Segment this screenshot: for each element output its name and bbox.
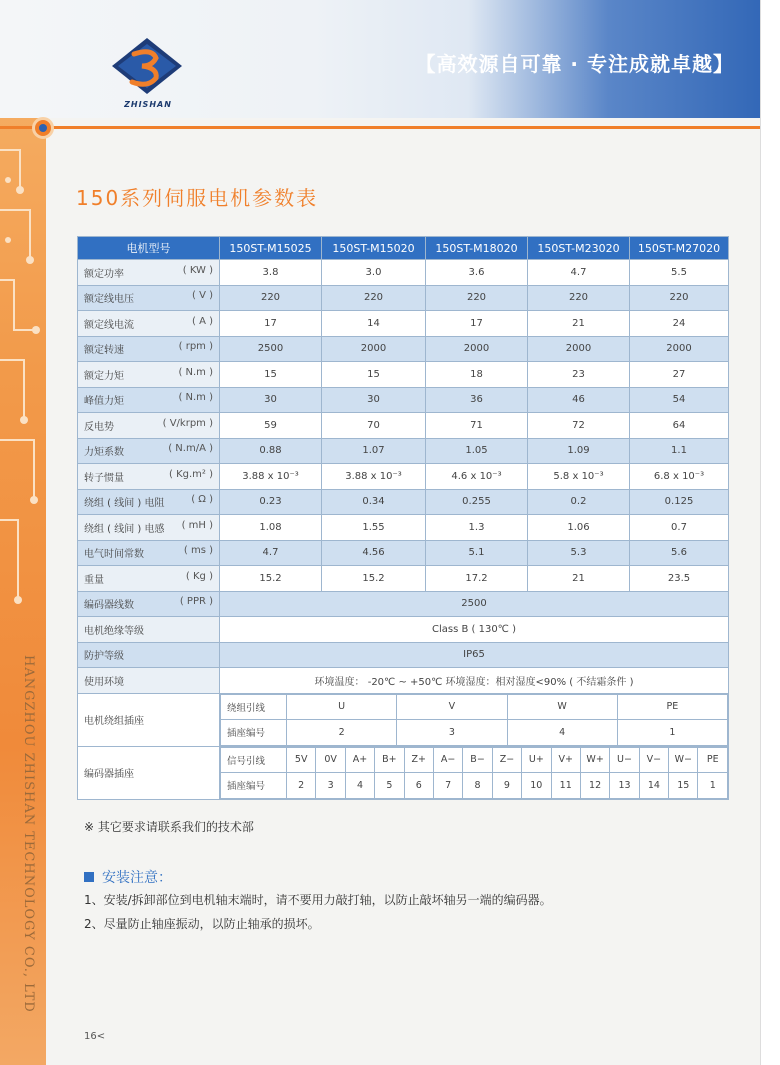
- row-label-text: 使用环境: [84, 676, 124, 688]
- table-cell: 23: [528, 362, 630, 388]
- table-cell: 4.56: [322, 540, 426, 566]
- table-cell: 4.6 x 10⁻³: [426, 464, 528, 490]
- row-label: [78, 285, 220, 311]
- pin-cell: B−: [463, 747, 492, 773]
- table-cell: 220: [220, 285, 322, 311]
- table-cell: 30: [322, 387, 426, 413]
- table-cell: Class B ( 130℃ ): [220, 617, 729, 643]
- table-row: [78, 489, 729, 515]
- pin-cell: V−: [639, 747, 668, 773]
- pin-cell: 9: [492, 773, 521, 799]
- table-row: [78, 362, 729, 388]
- model-header: 150ST-M18020: [426, 237, 528, 260]
- row-label: 电机绕组插座: [78, 693, 220, 746]
- table-cell: 0.2: [528, 489, 630, 515]
- table-cell: 5.1: [426, 540, 528, 566]
- row-unit: ( N.m ): [178, 366, 213, 378]
- row-unit: ( N.m ): [178, 392, 213, 404]
- table-cell: 0.34: [322, 489, 426, 515]
- table-cell: 220: [630, 285, 729, 311]
- model-header: 150ST-M15020: [322, 237, 426, 260]
- table-row: [78, 642, 729, 668]
- table-cell: 17: [220, 311, 322, 337]
- table-row: [78, 413, 729, 439]
- table-row: [78, 387, 729, 413]
- row-label-text: 额定线电流: [84, 319, 134, 331]
- row-label-text: 峰值力矩: [84, 396, 124, 408]
- row-unit: ( Ω ): [191, 494, 213, 506]
- pin-cell: 7: [433, 773, 462, 799]
- row-label-text: 额定线电压: [84, 294, 134, 306]
- pin-cell: 4: [507, 720, 617, 746]
- model-header: 150ST-M15025: [220, 237, 322, 260]
- row-label-text: 防护等级: [84, 651, 124, 663]
- pin-cell: 0V: [316, 747, 345, 773]
- pin-cell: Z+: [404, 747, 433, 773]
- table-cell: 5.3: [528, 540, 630, 566]
- table-cell: 24: [630, 311, 729, 337]
- header-slogan: 【高效源自可靠 · 专注成就卓越】: [415, 52, 734, 76]
- row-label: [78, 311, 220, 337]
- table-row: [78, 336, 729, 362]
- sub-label: 绕组引线: [221, 694, 287, 720]
- row-label-text: 额定力矩: [84, 370, 124, 382]
- pin-cell: PE: [698, 747, 728, 773]
- table-cell: 1.09: [528, 438, 630, 464]
- table-cell: 1.08: [220, 515, 322, 541]
- header-divider: [0, 126, 780, 129]
- pin-cell: 15: [669, 773, 698, 799]
- table-cell: 0.125: [630, 489, 729, 515]
- connector-table: [220, 694, 728, 746]
- row-label: [78, 413, 220, 439]
- pin-cell: 6: [404, 773, 433, 799]
- table-cell: 14: [322, 311, 426, 337]
- table-cell: 64: [630, 413, 729, 439]
- table-cell: 3.88 x 10⁻³: [322, 464, 426, 490]
- table-cell: 17.2: [426, 566, 528, 592]
- row-label: 编码器插座: [78, 746, 220, 799]
- install-item: 1、安装/拆卸部位到电机轴末端时，请不要用力敲打轴，以防止敲坏轴另一端的编码器。: [84, 893, 552, 907]
- table-row: [78, 285, 729, 311]
- table-cell: 0.255: [426, 489, 528, 515]
- pin-cell: B+: [375, 747, 404, 773]
- table-row: [78, 668, 729, 694]
- connector-grid: [220, 746, 729, 799]
- table-cell: 1.55: [322, 515, 426, 541]
- row-label-text: 额定功率: [84, 268, 124, 280]
- table-cell: 59: [220, 413, 322, 439]
- pin-cell: U−: [610, 747, 639, 773]
- pin-cell: 10: [522, 773, 551, 799]
- table-cell: 0.88: [220, 438, 322, 464]
- model-header: 150ST-M27020: [630, 237, 729, 260]
- table-cell: 15.2: [220, 566, 322, 592]
- table-cell: 27: [630, 362, 729, 388]
- table-cell: 220: [322, 285, 426, 311]
- table-cell: 1.06: [528, 515, 630, 541]
- pin-cell: U+: [522, 747, 551, 773]
- row-label: [78, 362, 220, 388]
- table-cell: 2500: [220, 336, 322, 362]
- table-cell: 21: [528, 566, 630, 592]
- table-cell: 15: [322, 362, 426, 388]
- pin-cell: A−: [433, 747, 462, 773]
- row-unit: ( ms ): [183, 545, 213, 557]
- table-cell: 3.8: [220, 260, 322, 286]
- row-label: [78, 464, 220, 490]
- table-cell: 23.5: [630, 566, 729, 592]
- table-row: [78, 540, 729, 566]
- row-label-text: 绕组 ( 线间 ) 电感: [84, 523, 165, 535]
- zhishan-logo: [112, 38, 182, 94]
- page-number: 16<: [84, 1031, 106, 1042]
- row-unit: ( A ): [191, 315, 213, 327]
- table-cell: 4.7: [528, 260, 630, 286]
- page-edge: [760, 0, 780, 1065]
- page-title: 150系列伺服电机参数表: [76, 186, 319, 210]
- row-label: [78, 617, 220, 643]
- table-row: [78, 311, 729, 337]
- pin-cell: W−: [669, 747, 698, 773]
- pin-cell: 2: [287, 773, 316, 799]
- table-cell: 2000: [528, 336, 630, 362]
- table-cell: 环境温度： -20℃ ~ +50℃ 环境湿度：相对湿度<90% ( 不结霜条件 ): [220, 668, 729, 694]
- table-cell: 1.3: [426, 515, 528, 541]
- table-cell: 2000: [322, 336, 426, 362]
- table-cell: 36: [426, 387, 528, 413]
- connector-table: [220, 747, 728, 799]
- table-cell: 15.2: [322, 566, 426, 592]
- row-unit: ( mH ): [181, 519, 213, 531]
- row-label-text: 力矩系数: [84, 447, 124, 459]
- table-cell: 46: [528, 387, 630, 413]
- pin-cell: 1: [698, 773, 728, 799]
- row-unit: ( V ): [191, 290, 213, 302]
- table-cell: 2500: [220, 591, 729, 617]
- install-item: 2、尽量防止轴座振动，以防止轴承的损坏。: [84, 917, 320, 931]
- table-cell: 5.5: [630, 260, 729, 286]
- header-label: 电机型号: [78, 237, 220, 260]
- row-label: [78, 642, 220, 668]
- pin-cell: 5: [375, 773, 404, 799]
- pin-cell: A+: [345, 747, 374, 773]
- table-row: [78, 515, 729, 541]
- table-cell: 5.6: [630, 540, 729, 566]
- row-unit: ( rpm ): [178, 341, 213, 353]
- pin-cell: 11: [551, 773, 580, 799]
- table-cell: 4.7: [220, 540, 322, 566]
- table-cell: 0.7: [630, 515, 729, 541]
- table-cell: 72: [528, 413, 630, 439]
- table-cell: 54: [630, 387, 729, 413]
- connector-grid: [220, 693, 729, 746]
- table-row: [78, 438, 729, 464]
- table-row: [78, 617, 729, 643]
- pin-cell: 8: [463, 773, 492, 799]
- row-label-text: 重量: [84, 574, 104, 586]
- company-name-vertical: HANGZHOU ZHISHAN TECHNOLOGY CO., LTD: [21, 655, 36, 1013]
- pin-cell: 2: [287, 720, 397, 746]
- table-cell: 70: [322, 413, 426, 439]
- table-cell: 6.8 x 10⁻³: [630, 464, 729, 490]
- table-cell: 30: [220, 387, 322, 413]
- row-label: [78, 540, 220, 566]
- pin-cell: V: [397, 694, 507, 720]
- row-label: [78, 336, 220, 362]
- table-cell: IP65: [220, 642, 729, 668]
- table-cell: 3.88 x 10⁻³: [220, 464, 322, 490]
- table-cell: 2000: [630, 336, 729, 362]
- table-cell: 220: [528, 285, 630, 311]
- table-header-row: [78, 237, 729, 260]
- pin-cell: 4: [345, 773, 374, 799]
- pin-cell: 13: [610, 773, 639, 799]
- row-label: [78, 668, 220, 694]
- table-cell: 0.23: [220, 489, 322, 515]
- row-label-text: 额定转速: [84, 345, 124, 357]
- table-cell: 71: [426, 413, 528, 439]
- row-unit: ( Kg ): [185, 570, 213, 582]
- pin-cell: U: [287, 694, 397, 720]
- pin-cell: 5V: [287, 747, 316, 773]
- row-label: [78, 566, 220, 592]
- table-cell: 1.1: [630, 438, 729, 464]
- row-unit: ( PPR ): [179, 596, 213, 608]
- row-unit: ( V/krpm ): [162, 417, 213, 429]
- row-label-text: 电气时间常数: [84, 549, 144, 561]
- table-row: [78, 566, 729, 592]
- sub-label: 插座编号: [221, 720, 287, 746]
- row-label: [78, 591, 220, 617]
- row-unit: ( KW ): [182, 264, 213, 276]
- row-label-text: 编码器线数: [84, 600, 134, 612]
- connector-row: [78, 693, 729, 746]
- table-cell: 1.07: [322, 438, 426, 464]
- pin-cell: PE: [617, 694, 727, 720]
- table-cell: 17: [426, 311, 528, 337]
- table-cell: 220: [426, 285, 528, 311]
- row-unit: ( N.m/A ): [168, 443, 213, 455]
- pin-cell: 12: [580, 773, 609, 799]
- spec-table: [77, 236, 729, 800]
- model-header: 150ST-M23020: [528, 237, 630, 260]
- logo-text: ZHISHAN: [124, 100, 172, 109]
- table-cell: 21: [528, 311, 630, 337]
- pin-cell: Z−: [492, 747, 521, 773]
- divider-dot: [32, 117, 54, 139]
- connector-row: [78, 746, 729, 799]
- table-row: [78, 591, 729, 617]
- table-cell: 2000: [426, 336, 528, 362]
- sub-label: 信号引线: [221, 747, 287, 773]
- row-label: [78, 387, 220, 413]
- contact-note: ※ 其它要求请联系我们的技术部: [84, 820, 254, 834]
- table-cell: 1.05: [426, 438, 528, 464]
- row-label: [78, 515, 220, 541]
- install-title-text: 安装注意：: [102, 870, 172, 886]
- install-title: [84, 867, 172, 887]
- pin-cell: 3: [397, 720, 507, 746]
- pin-cell: W+: [580, 747, 609, 773]
- row-label-text: 绕组 ( 线间 ) 电阻: [84, 498, 165, 510]
- row-label: [78, 260, 220, 286]
- table-row: [78, 464, 729, 490]
- sub-label: 插座编号: [221, 773, 287, 799]
- row-label-text: 电机绝缘等级: [84, 625, 144, 637]
- pin-cell: 1: [617, 720, 727, 746]
- table-row: [78, 260, 729, 286]
- pin-cell: 3: [316, 773, 345, 799]
- row-label: [78, 438, 220, 464]
- pin-cell: 14: [639, 773, 668, 799]
- table-cell: 18: [426, 362, 528, 388]
- row-label-text: 转子惯量: [84, 472, 124, 484]
- table-cell: 3.6: [426, 260, 528, 286]
- table-cell: 5.8 x 10⁻³: [528, 464, 630, 490]
- pin-cell: V+: [551, 747, 580, 773]
- table-cell: 15: [220, 362, 322, 388]
- row-label: [78, 489, 220, 515]
- pin-cell: W: [507, 694, 617, 720]
- square-bullet-icon: [84, 872, 94, 882]
- table-cell: 3.0: [322, 260, 426, 286]
- row-unit: ( Kg.m² ): [169, 468, 213, 480]
- row-label-text: 反电势: [84, 421, 114, 433]
